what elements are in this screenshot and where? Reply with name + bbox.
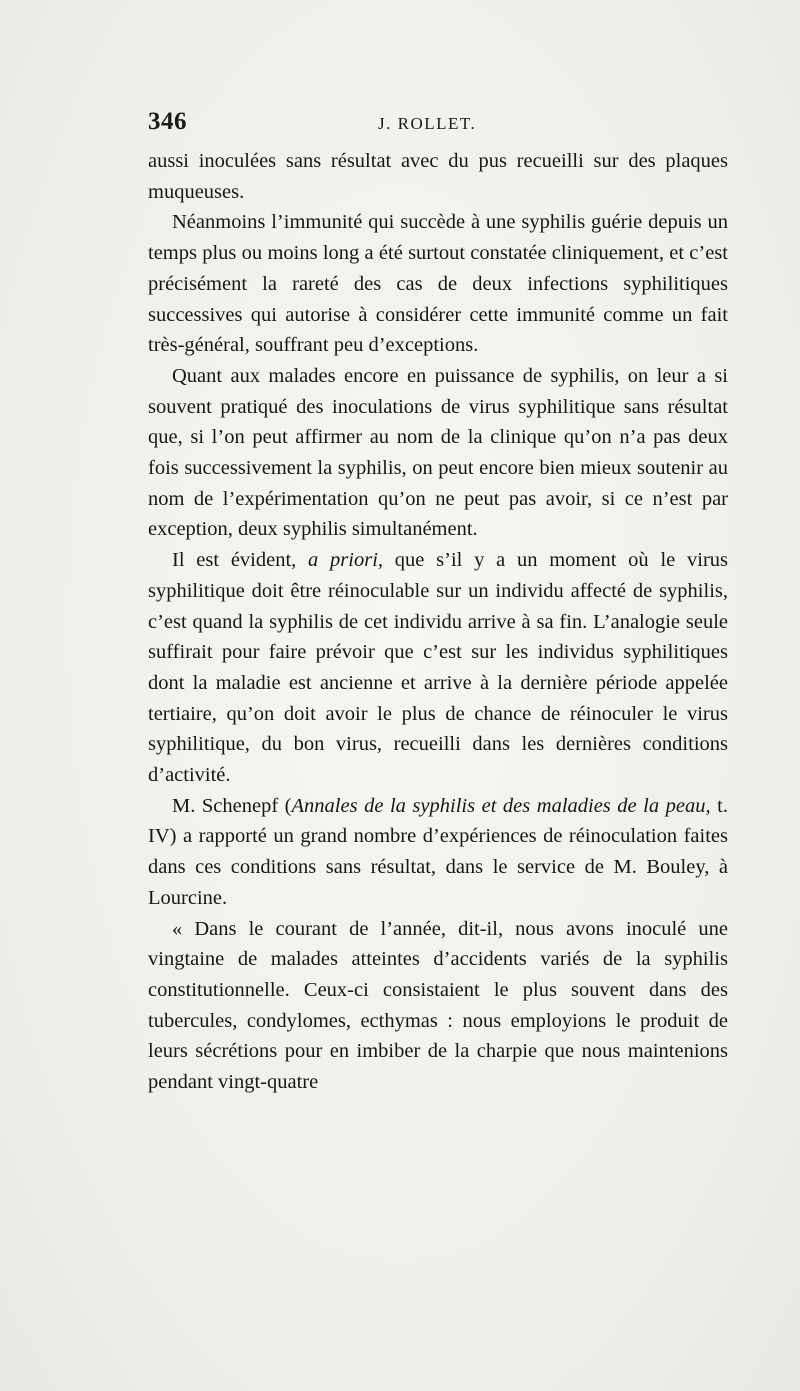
paragraph (148, 545, 728, 791)
text-run: t. IV) a rapporté un grand nombre d’expériences de réinoculation faites dans ces conditions sans résultat, dans le service de M. Bouley, à Lourcine. (148, 794, 728, 909)
italic-text: Annales de la syphilis et des maladies de la peau, (291, 794, 711, 817)
paragraph: « Dans le courant de l’année, dit-il, nous avons inoculé une vingtaine de malades atteintes d’accidents variés de la syphilis constitutionnelle. Ceux-ci consistaient le plus souvent dans des tubercules, condylomes, ecthymas : nous employions le produit de leurs sécrétions pour en imbiber de la charpie que nous maintenions pendant vingt-quatre (148, 917, 728, 1094)
italic-text: a priori, (308, 549, 384, 572)
running-head: J. ROLLET. (378, 114, 477, 133)
paragraph (148, 791, 728, 914)
text-run: M. Schenepf ( (172, 794, 292, 817)
body-text (148, 146, 728, 1098)
paragraph: aussi inoculées sans résultat avec du pus recueilli sur des plaques muqueuses. (148, 150, 728, 203)
page-number: 346 (148, 108, 187, 135)
text-run: que s’il y a un moment où le virus syphilitique doit être réinoculable sur un individu affecté de syphilis, c’est quand la syphilis de cet individu arrive à sa fin. L’analogie seule suffirait pour faire prévoir que c’est sur les individus syphilitiques dont la maladie est ancienne et arrive à la dernière période appelée tertiaire, qu’on doit avoir le plus de chance de réinoculer le virus syphilitique, du bon virus, recueilli dans les dernières conditions d’activité. (148, 549, 728, 787)
paragraph: Néanmoins l’immunité qui succède à une syphilis guérie depuis un temps plus ou moins long a été surtout constatée cliniquement, et c’est précisément la rareté des cas de deux infections syphilitiques successives qui autorise à considérer cette immunité comme un fait très-général, souffrant peu d’exceptions. (148, 211, 728, 357)
page-header (148, 108, 728, 138)
text-run: Il est évident, (172, 549, 297, 572)
paragraph: Quant aux malades encore en puissance de syphilis, on leur a si souvent pratiqué des inoculations de virus syphilitique sans résultat que, si l’on peut affirmer au nom de la clinique qu’on n’a pas deux fois successivement la syphilis, on peut encore bien mieux soutenir au nom de l’expérimentation qu’on ne peut pas avoir, si ce n’est par exception, deux syphilis simultanément. (148, 364, 728, 541)
